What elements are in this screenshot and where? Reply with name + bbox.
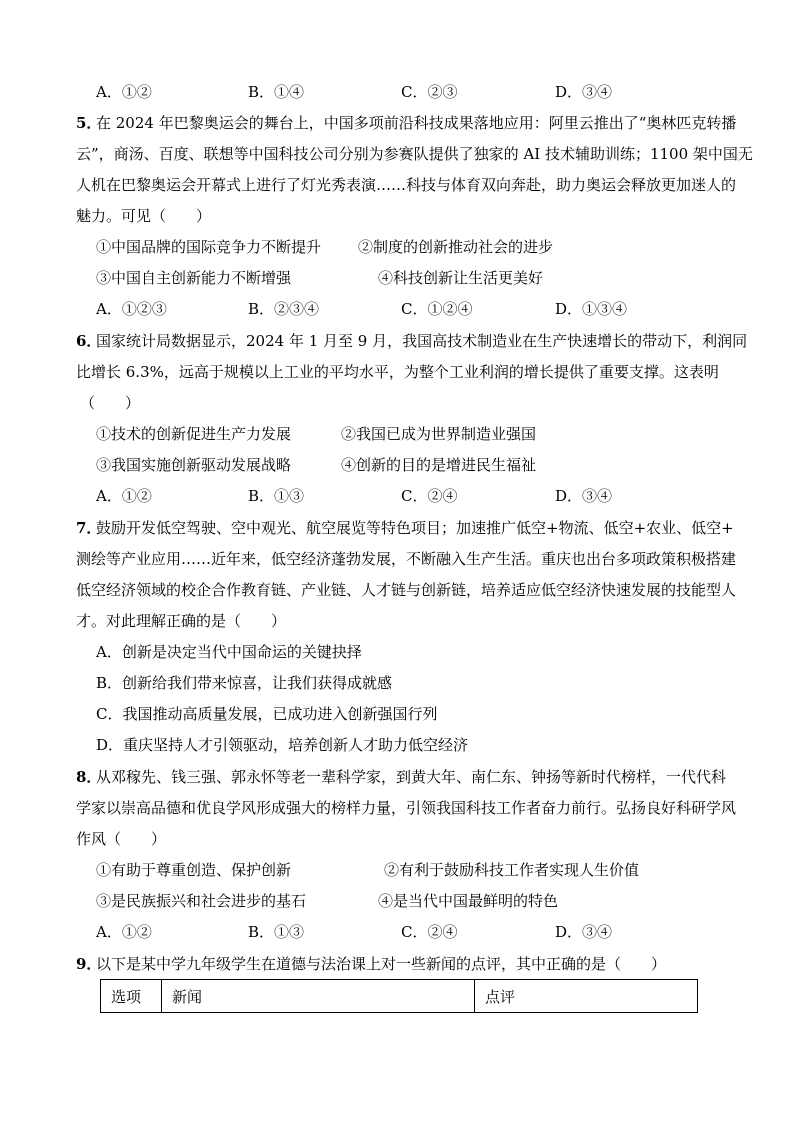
q4-option-a: A．①② — [96, 83, 152, 101]
q5-option-b: B．②③④ — [248, 300, 320, 318]
q8-number: 8． — [76, 768, 102, 786]
q5-stem-line-3: 人机在巴黎奥运会开幕式上进行了灯光秀表演……科技与体育双向奔赴，助力奥运会释放更加迷人的 — [76, 176, 737, 194]
q8-item-3: ③是民族振兴和社会进步的基石 — [96, 892, 307, 910]
q6-option-b: B．①③ — [248, 487, 305, 505]
q5-option-c: C．①②④ — [401, 300, 473, 318]
table-header-row — [101, 980, 698, 1013]
q8-option-c: C．②④ — [401, 923, 458, 941]
q5-option-d: D．①③④ — [555, 300, 628, 318]
q4-option-b: B．①④ — [248, 83, 305, 101]
q5-item-4: ④科技创新让生活更美好 — [378, 269, 544, 287]
q7-stem-line-1: 鼓励开发低空驾驶、空中观光、航空展览等特色项目；加速推广低空+物流、低空+农业、低空+ — [96, 519, 734, 537]
q5-stem-line-2: 云”，商汤、百度、联想等中国科技公司分别为参赛队提供了独家的 AI 技术辅助训练；1100 架中国无 — [76, 145, 753, 163]
q6-item-2: ②我国已成为世界制造业强国 — [341, 425, 537, 443]
q6-option-c: C．②④ — [401, 487, 458, 505]
q6-stem-line-1: 国家统计局数据显示，2024 年 1 月至 9 月，我国高技术制造业在生产快速增长的带动下，利润同 — [96, 332, 748, 350]
q6-stem-line-3: （ ） — [80, 394, 141, 412]
q8-option-b: B．①③ — [248, 923, 305, 941]
q7-stem-line-3: 低空经济领域的校企合作教育链、产业链、人才链与创新链，培养适应低空经济快速发展的技能型人 — [76, 581, 737, 599]
q8-item-1: ①有助于尊重创造、保护创新 — [96, 861, 292, 879]
q7-option-d: D．重庆坚持人才引领驱动，培养创新人才助力低空经济 — [96, 736, 469, 754]
news-table — [100, 979, 698, 1013]
q6-stem-line-2: 比增长 6.3%，远高于规模以上工业的平均水平，为整个工业利润的增长提供了重要支撑。这表明 — [76, 363, 719, 381]
q6-item-4: ④创新的目的是增进民生福祉 — [341, 456, 537, 474]
q8-option-a: A．①② — [96, 923, 152, 941]
q7-option-c: C．我国推动高质量发展，已成功进入创新强国行列 — [96, 705, 438, 723]
q7-stem-line-4: 才。对此理解正确的是（ ） — [76, 612, 287, 630]
q6-number: 6． — [76, 332, 102, 350]
q7-number: 7． — [76, 519, 102, 537]
q5-option-a: A．①②③ — [96, 300, 167, 318]
q7-option-b: B．创新给我们带来惊喜，让我们获得成就感 — [96, 674, 393, 692]
q7-option-a: A．创新是决定当代中国命运的关键抉择 — [96, 643, 362, 661]
table-header-option: 选项 — [101, 980, 162, 1013]
q8-stem-line-2: 学家以崇高品德和优良学风形成强大的榜样力量，引领我国科技工作者奋力前行。弘扬良好科研学风 — [76, 799, 737, 817]
q5-item-3: ③中国自主创新能力不断增强 — [96, 269, 292, 287]
q8-stem-line-3: 作风（ ） — [76, 830, 167, 848]
q5-number: 5． — [76, 114, 102, 132]
table-header-news: 新闻 — [162, 980, 475, 1013]
q8-item-4: ④是当代中国最鲜明的特色 — [378, 892, 559, 910]
q5-item-2: ②制度的创新推动社会的进步 — [358, 238, 554, 256]
q6-option-a: A．①② — [96, 487, 152, 505]
q8-option-d: D．③④ — [555, 923, 613, 941]
q7-stem-line-2: 测绘等产业应用……近年来，低空经济蓬勃发展，不断融入生产生活。重庆也出台多项政策积极搭建 — [76, 550, 737, 568]
q5-stem-line-1: 在 2024 年巴黎奥运会的舞台上，中国多项前沿科技成果落地应用：阿里云推出了“奥林匹克转播 — [96, 114, 737, 132]
table-header-comment: 点评 — [475, 980, 698, 1013]
q8-stem-line-1: 从邓稼先、钱三强、郭永怀等老一辈科学家，到黄大年、南仁东、钟扬等新时代榜样，一代代科 — [96, 768, 727, 786]
q8-item-2: ②有利于鼓励科技工作者实现人生价值 — [384, 861, 640, 879]
q9-number: 9． — [76, 955, 102, 973]
q5-item-1: ①中国品牌的国际竞争力不断提升 — [96, 238, 322, 256]
q9-stem: 以下是某中学九年级学生在道德与法治课上对一些新闻的点评，其中正确的是（ ） — [96, 955, 667, 973]
q4-option-d: D．③④ — [555, 83, 613, 101]
q5-stem-line-4: 魅力。可见（ ） — [76, 207, 212, 225]
q6-option-d: D．③④ — [555, 487, 613, 505]
q4-option-c: C．②③ — [401, 83, 458, 101]
q6-item-1: ①技术的创新促进生产力发展 — [96, 425, 292, 443]
q6-item-3: ③我国实施创新驱动发展战略 — [96, 456, 292, 474]
